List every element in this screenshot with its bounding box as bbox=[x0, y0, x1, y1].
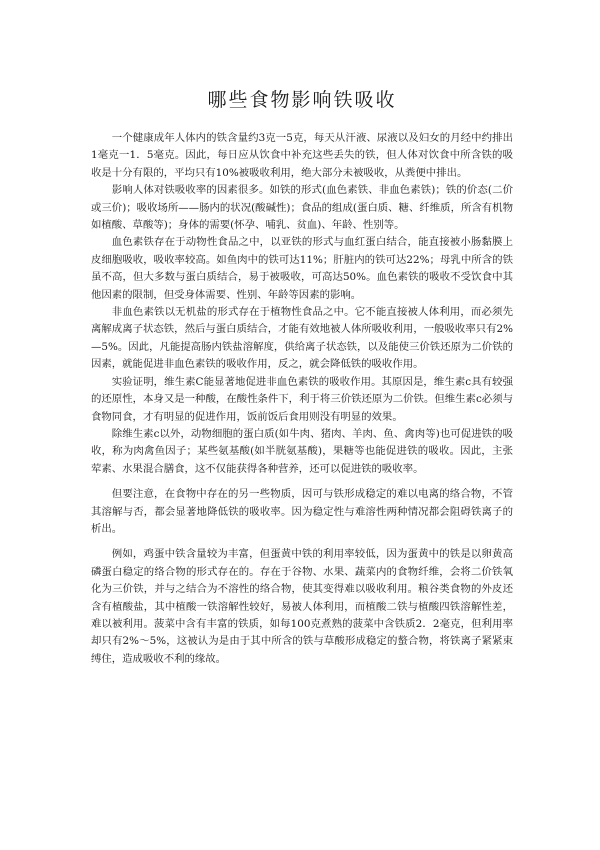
paragraph: 例如，鸡蛋中铁含量较为丰富，但蛋黄中铁的利用率较低，因为蛋黄中的铁是以卵黄高磷蛋白稳定的络合物的形式存在的。存在于谷物、水果、蔬菜内的食物纤维，会将二价铁氧化为三价铁，并与之结合为不溶性的络合物，使其变得难以吸收利用。粮谷类食物的外皮还含有植酸盐，其中植酸一铁溶解性较好，易被人体利用，而植酸二铁与植酸四铁溶解性差，难以被利用。菠菜中含有丰富的铁质，如每100克煮熟的菠菜中含铁质2．2毫克，但利用率却只有2%～5%，这被认为是由于其中所含的铁与草酸形成稳定的螯合物，将铁离子紧紧束缚住，造成吸收不利的缘故。 bbox=[91, 548, 513, 665]
paragraph: 除维生素c以外，动物细胞的蛋白质(如牛肉、猪肉、羊肉、鱼、禽肉等)也可促进铁的吸收，称为肉禽鱼因子；某些氨基酸(如半胱氨基酸)，果糖等也能促进铁的吸收。因此，主张荤素、水果混合膳食，这不仅能获得各种营养，还可以促进铁的吸收率。 bbox=[91, 427, 513, 475]
paragraph: 血色素铁存在于动物性食品之中，以亚铁的形式与血红蛋白结合，能直接被小肠黏膜上皮细胞吸收，吸收率较高。如鱼肉中的铁可达11%；肝脏内的铁可达22%；母乳中所含的铁虽不高，但大多数与蛋白质结合，易于被吸收，可高达50%。血色素铁的吸收不受饮食中其他因素的限制，但受身体需要、性别、年龄等因素的影响。 bbox=[91, 236, 513, 301]
paragraph: 一个健康成年人体内的铁含量约3克一5克，每天从汗液、尿液以及妇女的月经中约排出1毫克一1．5毫克。因此，每日应从饮食中补充这些丢失的铁，但人体对饮食中所含铁的吸收是十分有限的，平均只有10%被吸收利用，绝大部分未被吸收，从粪便中排出。 bbox=[91, 132, 513, 179]
paragraph: 但要注意，在食物中存在的另一些物质，因可与铁形成稳定的难以电离的络合物，不管其溶解与否，都会显著地降低铁的吸收率。因为稳定性与难溶性两种情况都会阻碍铁离子的析出。 bbox=[91, 488, 513, 535]
paragraph: 非血色素铁以无机盐的形式存在于植物性食品之中。它不能直接被人体利用，而必须先离解成离子状态铁，然后与蛋白质结合，才能有效地被人体所吸收利用，一般吸收率只有2%—5%。因此，凡能提高肠内铁盐溶解度，供给离子状态铁，以及能使三价铁还原为二价铁的因素，就能促进非血色素铁的吸收作用，反之，就会降低铁的吸收作用。 bbox=[91, 306, 513, 371]
paragraph: 实验证明，维生素C能显著地促进非血色素铁的吸收作用。其原因是，维生素c具有较强的还原性，本身又是一种酸，在酸性条件下，利于将三价铁还原为二价铁。但维生素c必须与食物同食，才有明显的促进作用，饭前饭后食用则没有明显的效果。 bbox=[91, 375, 513, 423]
paragraph: 影响人体对铁吸收率的因素很多。如铁的形式(血色素铁、非血色素铁)；铁的价态(二价或三价)；吸收场所——肠内的状况(酸碱性)；食品的组成(蛋白质、糖、纤维质，所含有机物如植酸、草酸等)；身体的需要(怀孕、哺乳、贫血)、年龄、性别等。 bbox=[91, 184, 513, 232]
document-title: 哪些食物影响铁吸收 bbox=[207, 89, 397, 111]
